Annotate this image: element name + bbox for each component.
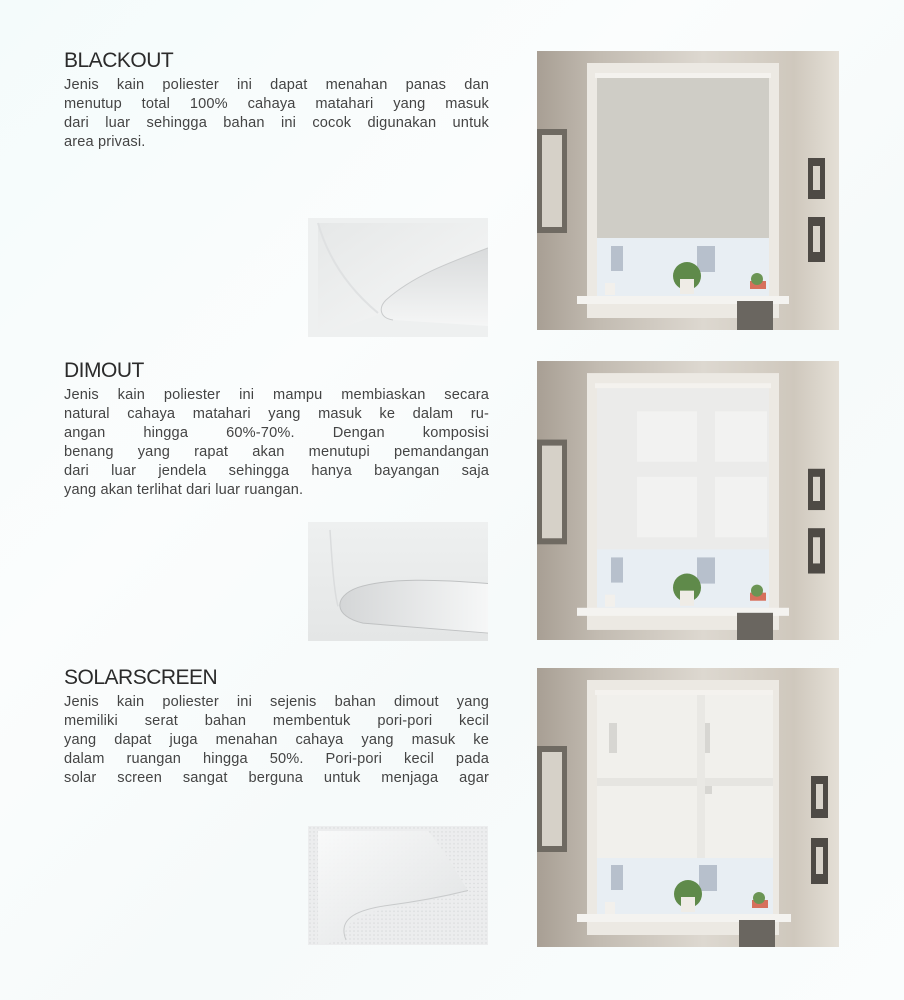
description-line: memiliki serat bahan membentuk pori-pori kecil (64, 713, 489, 730)
description-line: yang akan terlihat dari luar ruangan. (64, 482, 304, 499)
description-line: solar screen sangat berguna untuk menjaga agar (64, 770, 489, 787)
description-line: dari luar sehingga bahan ini cocok digunakan untuk (64, 115, 489, 132)
blackout-fabric-swatch-image (308, 218, 488, 337)
section-description-solarscreen (64, 693, 489, 788)
solarscreen-fabric-swatch-image (308, 826, 488, 945)
dimout-fabric-swatch-image (308, 522, 488, 641)
description-line: yang dapat juga menahan cahaya yang masuk ke (64, 732, 489, 749)
description-line: menutup total 100% cahaya matahari yang masuk (64, 96, 489, 113)
description-line: area privasi. (64, 134, 146, 151)
description-line: benang yang rapat akan menutupi pemandangan (64, 444, 489, 461)
description-line: natural cahaya matahari yang masuk ke dalam ru- (64, 406, 489, 423)
description-line: Jenis kain poliester ini mampu membiaskan secara (64, 387, 489, 403)
solarscreen-room-photo (537, 668, 839, 947)
section-description-dimout (64, 386, 489, 501)
description-line: dalam ruangan hingga 50%. Pori-pori kecil pada (64, 751, 489, 768)
dimout-room-photo (537, 361, 839, 640)
blackout-room-photo (537, 51, 839, 330)
description-line: dari luar jendela sehingga hanya bayangan saja (64, 463, 489, 480)
description-line: angan hingga 60%-70%. Dengan komposisi (64, 425, 489, 442)
description-line: Jenis kain poliester ini dapat menahan panas dan (64, 77, 489, 93)
section-title-blackout: BLACKOUT (64, 49, 174, 72)
section-title-solarscreen: SOLARSCREEN (64, 666, 218, 689)
description-line: Jenis kain poliester ini sejenis bahan dimout yang (64, 694, 489, 710)
section-description-blackout (64, 76, 489, 152)
section-title-dimout: DIMOUT (64, 359, 144, 382)
